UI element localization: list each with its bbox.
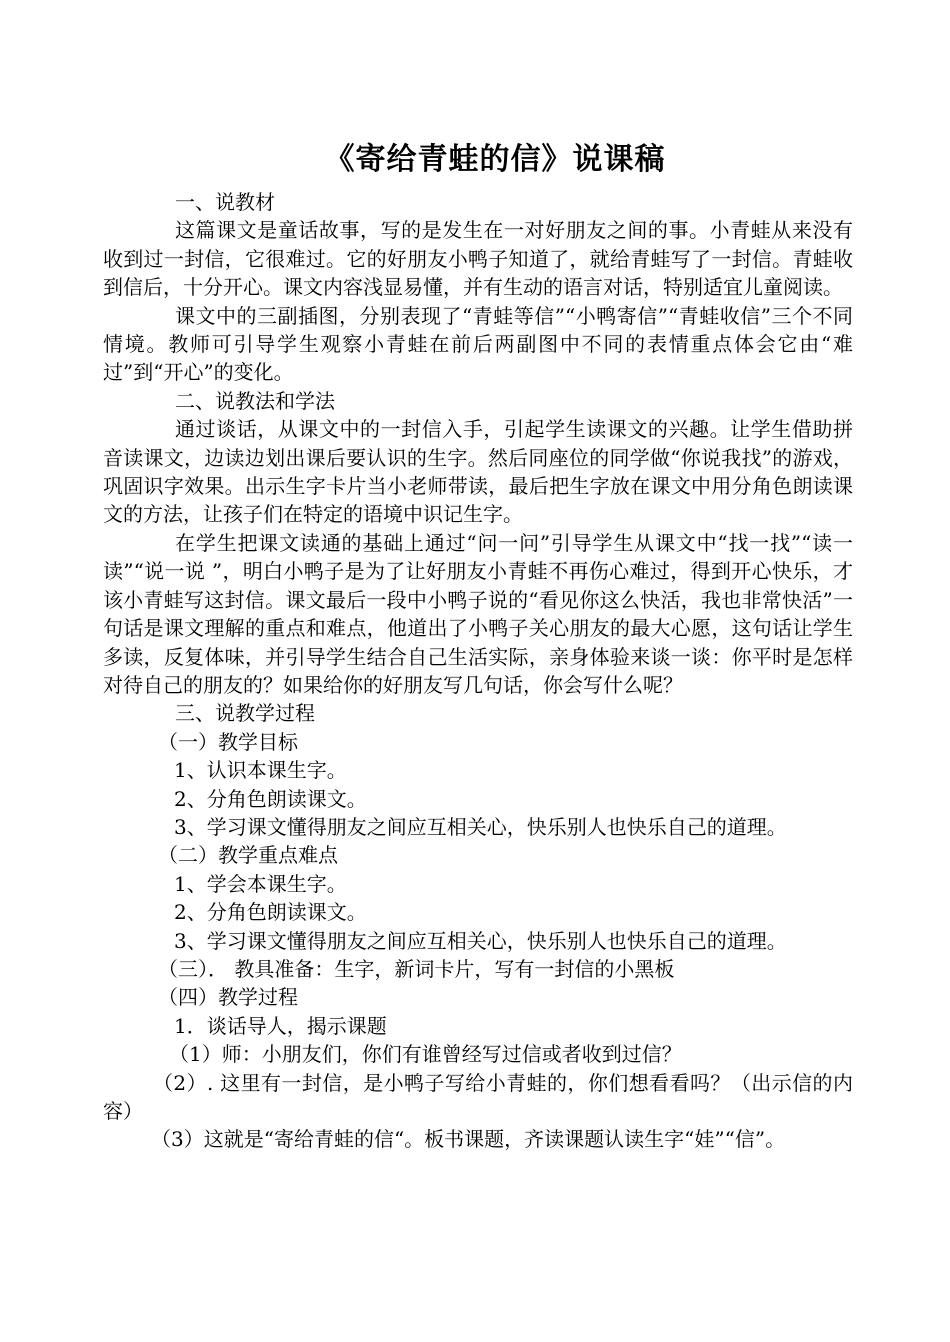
section-heading-process: 三、说教学过程 xyxy=(175,701,315,726)
section-heading-textbook: 一、说教材 xyxy=(175,190,275,214)
list-item: 1、学会本课生字。 xyxy=(174,871,347,896)
process-step: 1．谈话导人，揭示课题 xyxy=(174,1013,387,1038)
subheading-goals: （一）教学目标 xyxy=(158,729,298,754)
subheading-process: （四）教学过程 xyxy=(158,985,298,1010)
list-item: 2、分角色朗读课文。 xyxy=(174,900,367,925)
paragraph-methods-literacy: 通过谈话，从课文中的一封信入手，引起学生读课文的兴趣。让学生借助拼音读课文，边读边划出课后要认识的生字。然后同座位的同学做“你说我找”的游戏，巩固识字效果。出示生字卡片当小老师带读，最后把生字放在课文中用分角色朗读课文的方法，让孩子们在特定的语境中识记生字。 xyxy=(103,417,853,527)
section-heading-methods: 二、说教法和学法 xyxy=(175,388,335,413)
document-title: 《寄给青蛙的信》说课稿 xyxy=(324,142,666,177)
paragraph-illustrations: 课文中的三副插图，分别表现了“青蛙等信”“小鸭寄信”“青蛙收信”三个不同情境。教师可引导学生观察小青蛙在前后两副图中不同的表情重点体会它由“难过”到“开心”的变化。 xyxy=(103,303,853,385)
list-item: 2、分角色朗读课文。 xyxy=(174,786,367,811)
paragraph-textbook-summary: 这篇课文是童话故事，写的是发生在一对好朋友之间的事。小青蛙从来没有收到过一封信，它很难过。它的好朋友小鸭子知道了，就给青蛙写了一封信。青蛙收到信后，十分开心。课文内容浅显易懂，并有生动的语言对话，特别适宜儿童阅读。 xyxy=(103,218,853,300)
list-item: 3、学习课文懂得朋友之间应互相关心，快乐别人也快乐自己的道理。 xyxy=(174,928,787,953)
process-question-3: （3）这就是“寄给青蛙的信“。板书课题，齐读课题认读生字“娃”“信”。 xyxy=(151,1127,786,1152)
process-question-2: （2）. 这里有一封信，是小鸭子写给小青蛙的，你们想看看吗？（出示信的内容） xyxy=(103,1070,853,1123)
list-item: 3、学习课文懂得朋友之间应互相关心，快乐别人也快乐自己的道理。 xyxy=(174,814,787,839)
subheading-materials: （三）． 教具准备：生字，新词卡片，写有一封信的小黑板 xyxy=(158,956,675,981)
document-body xyxy=(103,188,853,1154)
process-question-1: （1）师：小朋友们，你们有谁曾经写过信或者收到过信？ xyxy=(169,1042,682,1067)
paragraph-methods-reading: 在学生把课文读通的基础上通过“问一问”引导学生从课文中“找一找”“读一读”“说一说 ”，明白小鸭子是为了让好朋友小青蛙不再伤心难过，得到开心快乐，才该小青蛙写这封信。课文最后一段中小鸭子说的“看见你这么快活，我也非常快活”一句话是课文理解的重点和难点，他道出了小鸭子关心朋友的最大心愿，这句话让学生多读，反复体味，并引导学生结合自己生活实际，亲身体验来谈一谈：你平时是怎样对待自己的朋友的？如果给你的好朋友写几句话，你会写什么呢？ xyxy=(103,530,853,697)
list-item: 1、认识本课生字。 xyxy=(174,758,347,783)
subheading-key-points: （二）教学重点难点 xyxy=(158,843,338,868)
